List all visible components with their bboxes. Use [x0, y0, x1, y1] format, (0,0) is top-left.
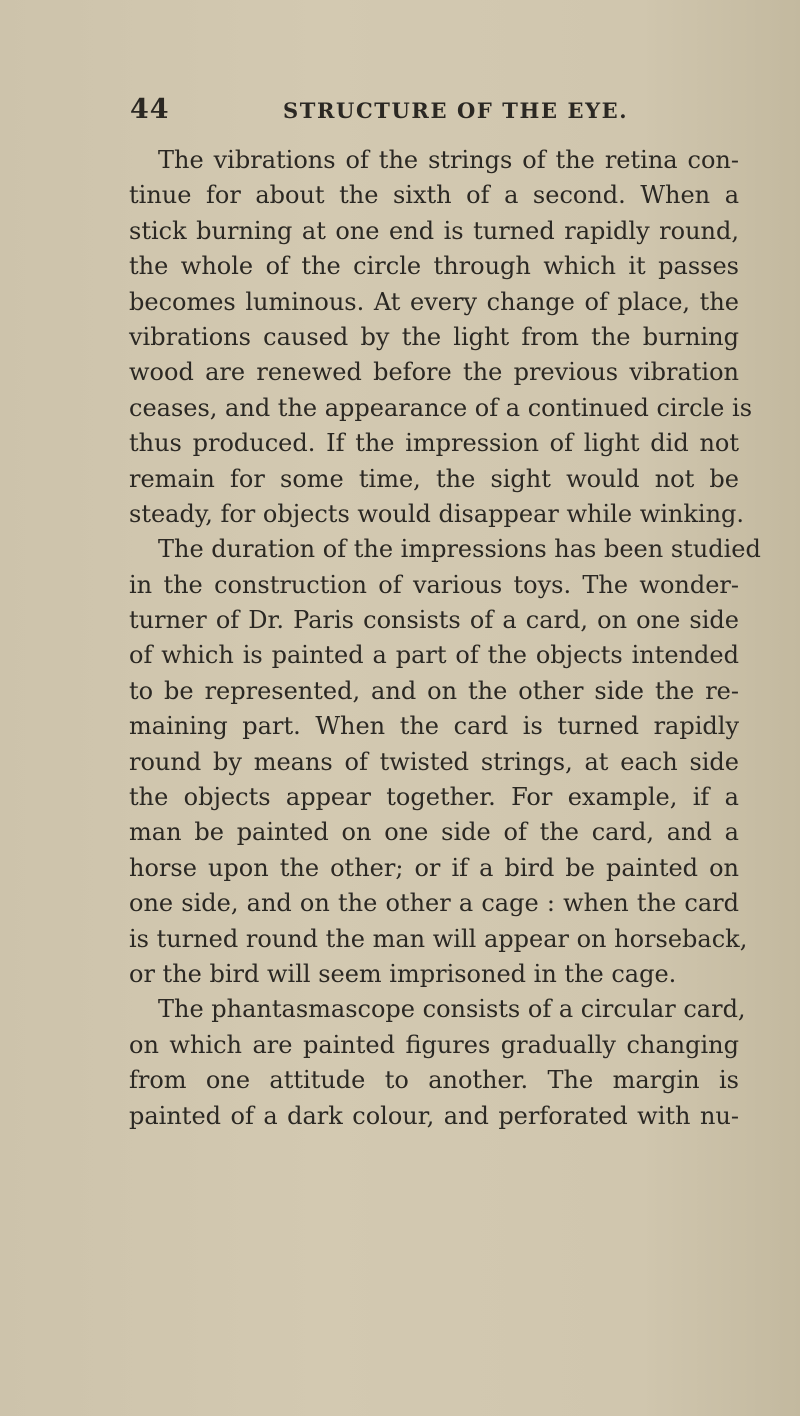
text-line: vibrations caused by the light from the burning [129, 322, 739, 351]
text-line: thus produced. If the impression of light did not [129, 429, 739, 458]
text-line: the objects appear together. For example, if a [129, 783, 739, 812]
text-line: wood are renewed before the previous vibration [129, 358, 739, 387]
text-line: maining part. When the card is turned rapidly [129, 712, 739, 741]
running-head: STRUCTURE OF THE EYE. [283, 98, 629, 123]
text-line: man be painted on one side of the card, and a [129, 818, 739, 847]
text-line: from one attitude to another. The margin is [129, 1066, 739, 1095]
text-line: tinue for about the sixth of a second. When a [129, 181, 739, 210]
text-line: in the construction of various toys. The wonder- [129, 570, 739, 599]
text-line: The phantasmascope consists of a circular card, [158, 995, 746, 1024]
text-line: one side, and on the other a cage : when the card [129, 889, 739, 918]
text-line: the whole of the circle through which it passes [129, 252, 739, 281]
text-line: or the bird will seem imprisoned in the cage. [129, 959, 677, 988]
body-text [129, 143, 761, 1134]
text-line: turner of Dr. Paris consists of a card, on one side [129, 606, 739, 635]
text-line: ceases, and the appearance of a continued circle is [129, 393, 753, 422]
text-line: is turned round the man will appear on horseback, [129, 924, 748, 953]
text-line: painted of a dark colour, and perforated with nu- [129, 1101, 739, 1130]
text-line: stick burning at one end is turned rapidly round, [129, 216, 739, 245]
text-line: to be represented, and on the other side the re- [129, 676, 739, 705]
text-line: remain for some time, the sight would not be [129, 464, 739, 493]
text-line: of which is painted a part of the objects intended [129, 641, 739, 670]
text-line: steady, for objects would disappear while winking. [129, 499, 745, 528]
text-line: horse upon the other; or if a bird be painted on [129, 853, 739, 882]
text-line: becomes luminous. At every change of place, the [129, 287, 739, 316]
page-number: 44 [130, 94, 170, 125]
text-line: round by means of twisted strings, at each side [129, 747, 739, 776]
text-line: The vibrations of the strings of the retina con- [158, 146, 739, 174]
text-line: on which are painted figures gradually changing [129, 1030, 739, 1059]
page-header [0, 94, 800, 128]
text-line: The duration of the impressions has been studied [158, 535, 761, 564]
